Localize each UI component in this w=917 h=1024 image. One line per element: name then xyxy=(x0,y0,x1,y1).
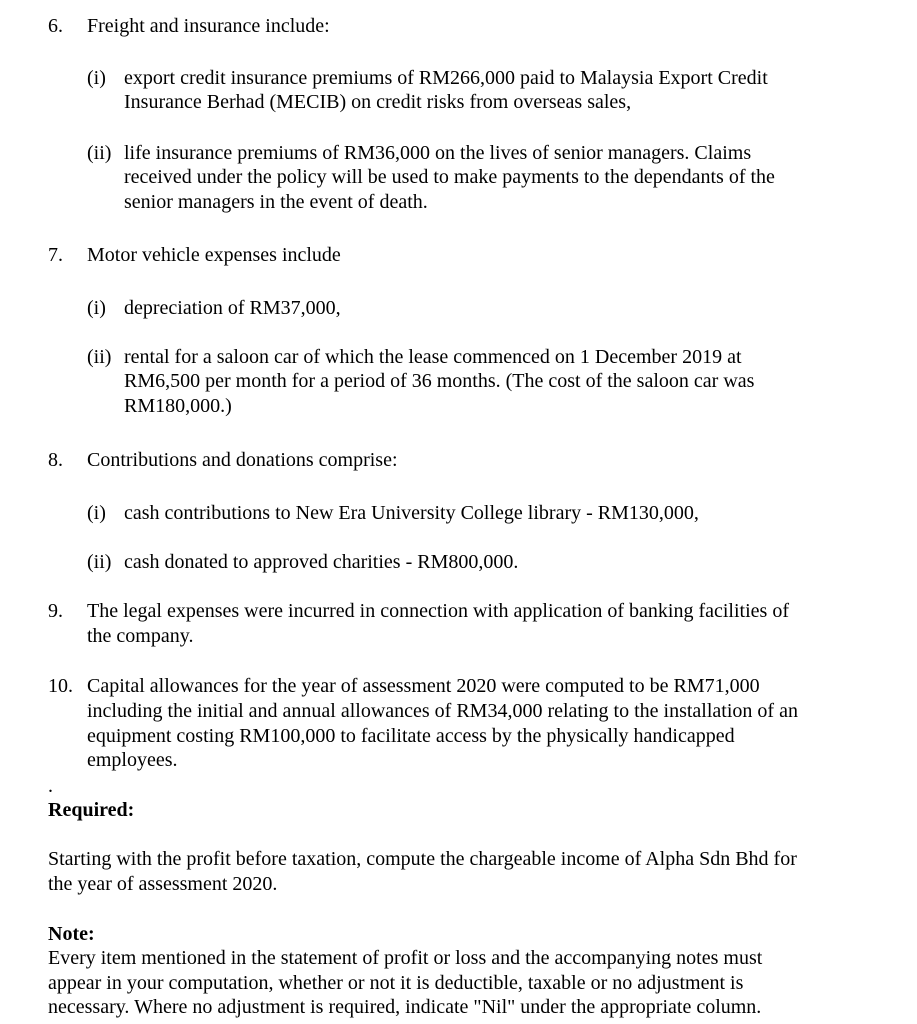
subitem-label: (ii) xyxy=(87,142,112,164)
item-text: Motor vehicle expenses include xyxy=(87,244,341,266)
item-text: the company. xyxy=(87,625,194,647)
subitem-text: senior managers in the event of death. xyxy=(124,191,428,213)
subitem-label: (i) xyxy=(87,297,106,319)
subitem-text: received under the policy will be used to make payments to the dependants of the xyxy=(124,166,775,188)
item-text: Freight and insurance include: xyxy=(87,15,330,37)
subitem-label: (ii) xyxy=(87,551,112,573)
item-number: 10. xyxy=(48,675,73,697)
item-text: Contributions and donations comprise: xyxy=(87,449,398,471)
subitem-text: RM180,000.) xyxy=(124,395,232,417)
subitem-text: export credit insurance premiums of RM266,000 paid to Malaysia Export Credit xyxy=(124,67,768,89)
subitem-label: (ii) xyxy=(87,346,112,368)
item-text: Capital allowances for the year of assessment 2020 were computed to be RM71,000 xyxy=(87,675,760,697)
subitem-label: (i) xyxy=(87,67,106,89)
subitem-text: rental for a saloon car of which the lease commenced on 1 December 2019 at xyxy=(124,346,742,368)
required-text: Starting with the profit before taxation, compute the chargeable income of Alpha Sdn Bhd for xyxy=(48,848,797,870)
subitem-text: life insurance premiums of RM36,000 on the lives of senior managers. Claims xyxy=(124,142,752,164)
subitem-text: cash contributions to New Era University College library - RM130,000, xyxy=(124,502,699,524)
item-text: equipment costing RM100,000 to facilitate access by the physically handicapped xyxy=(87,725,735,747)
subitem-label: (i) xyxy=(87,502,106,524)
item-number: 7. xyxy=(48,244,63,266)
item-number: 6. xyxy=(48,15,63,37)
required-heading: Required: xyxy=(48,799,135,821)
item-text: including the initial and annual allowances of RM34,000 relating to the installation of an xyxy=(87,700,798,722)
item-number: 9. xyxy=(48,600,63,622)
note-text: appear in your computation, whether or not it is deductible, taxable or no adjustment is xyxy=(48,972,744,994)
note-heading: Note: xyxy=(48,923,95,945)
item-number: 8. xyxy=(48,449,63,471)
required-text: the year of assessment 2020. xyxy=(48,873,278,895)
stray-dot: . xyxy=(48,775,53,797)
subitem-text: Insurance Berhad (MECIB) on credit risks from overseas sales, xyxy=(124,91,632,113)
subitem-text: depreciation of RM37,000, xyxy=(124,297,341,319)
subitem-text: RM6,500 per month for a period of 36 months. (The cost of the saloon car was xyxy=(124,370,755,392)
note-text: Every item mentioned in the statement of profit or loss and the accompanying notes must xyxy=(48,947,763,969)
subitem-text: cash donated to approved charities - RM800,000. xyxy=(124,551,519,573)
item-text: The legal expenses were incurred in connection with application of banking facilities of xyxy=(87,600,789,622)
note-text: necessary. Where no adjustment is required, indicate "Nil" under the appropriate column. xyxy=(48,996,762,1018)
item-text: employees. xyxy=(87,749,178,771)
